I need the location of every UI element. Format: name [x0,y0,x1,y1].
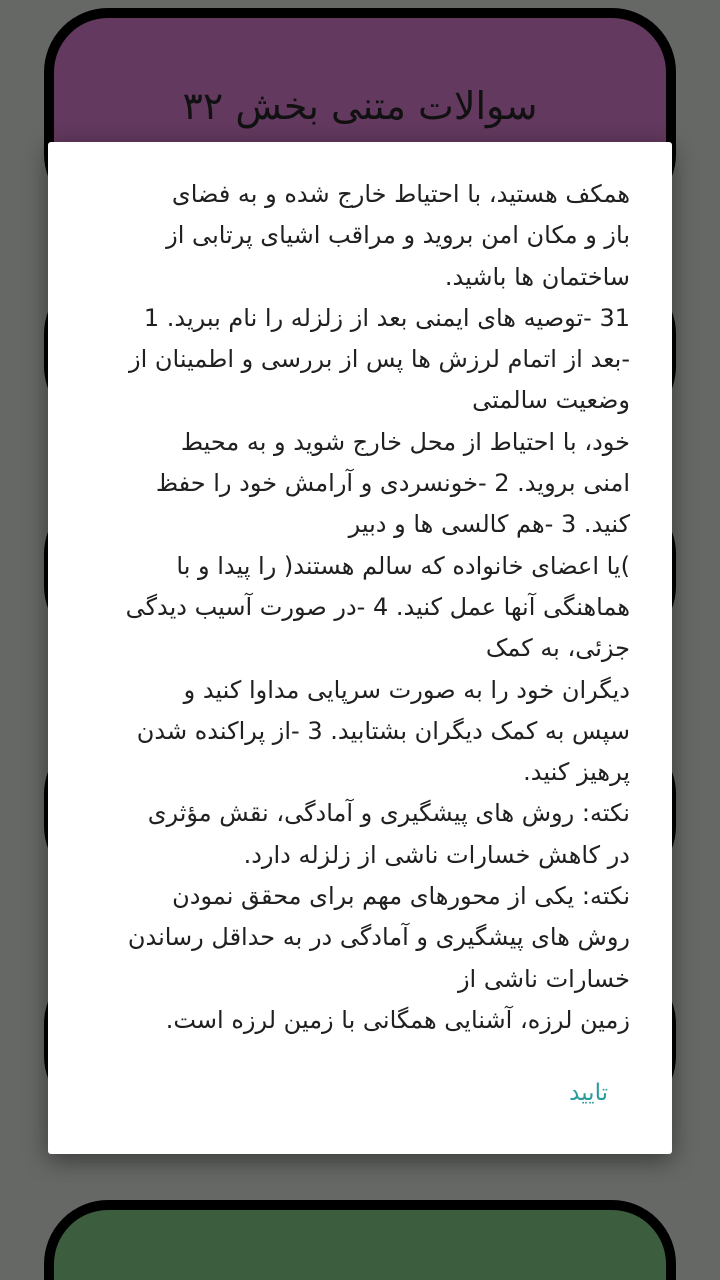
dialog-text-line: جزئی، به کمک [485,634,630,663]
dialog-text-line: پرهیز کنید. [523,758,630,787]
dialog-text-line: دیگران خود را به صورت سرپایی مداوا کنید و [183,675,630,704]
dialog-text-line: نکته: روش های پیشگیری و آمادگی، نقش مؤثری [147,799,630,828]
dialog-message [94,174,630,1041]
confirm-button[interactable]: تایید [565,1074,612,1112]
dialog-text-line: روش های پیشگیری و آمادگی در به حداقل رساندن [127,923,630,952]
dialog-text-line: در کاهش خسارات ناشی از زلزله دارد. [243,840,630,869]
dialog-text-line: خسارات ناشی از [457,964,630,993]
dialog-text-line: هماهنگی آنها عمل کنید. 4 -در صورت آسیب دیدگی [125,592,630,621]
green-card[interactable] [44,1200,676,1280]
dialog-text-line: زمین لرزه، آشنایی همگانی با زمین لرزه است. [165,1005,630,1034]
dialog-text-line: -بعد از اتمام لرزش ها پس از بررسی و اطمینان از [129,345,630,374]
dialog-text-line: )یا اعضای خانواده که سالم هستند( را پیدا و با [176,551,630,580]
answer-dialog [48,142,672,1154]
dialog-text-line: وضعیت سالمتی [472,386,630,415]
dialog-text-line: سپس به کمک دیگران بشتابید. 3 -از پراکنده شدن [136,716,630,745]
dialog-text-line: باز و مکان امن بروید و مراقب اشیای پرتابی از [166,221,630,250]
dialog-text-line: همکف هستید، با احتیاط خارج شده و به فضای [171,180,630,208]
dialog-text-line: امنی بروید. 2 -خونسردی و آرامش خود را حفظ [155,469,630,498]
dialog-text-line: 31 -توصیه های ایمنی بعد از زلزله را نام ببرید. 1 [143,303,630,332]
page-title: سوالات متنی بخش ۳۲ [182,84,538,128]
dialog-text-line: کنید. 3 -هم کالسی ها و دبیر [348,510,630,539]
dialog-text-line: خود، با احتیاط از محل خارج شوید و به محیط [180,427,630,456]
dialog-text-line: نکته: یکی از محورهای مهم برای محقق نمودن [172,882,630,911]
dialog-text-line: ساختمان ها باشید. [444,262,630,291]
